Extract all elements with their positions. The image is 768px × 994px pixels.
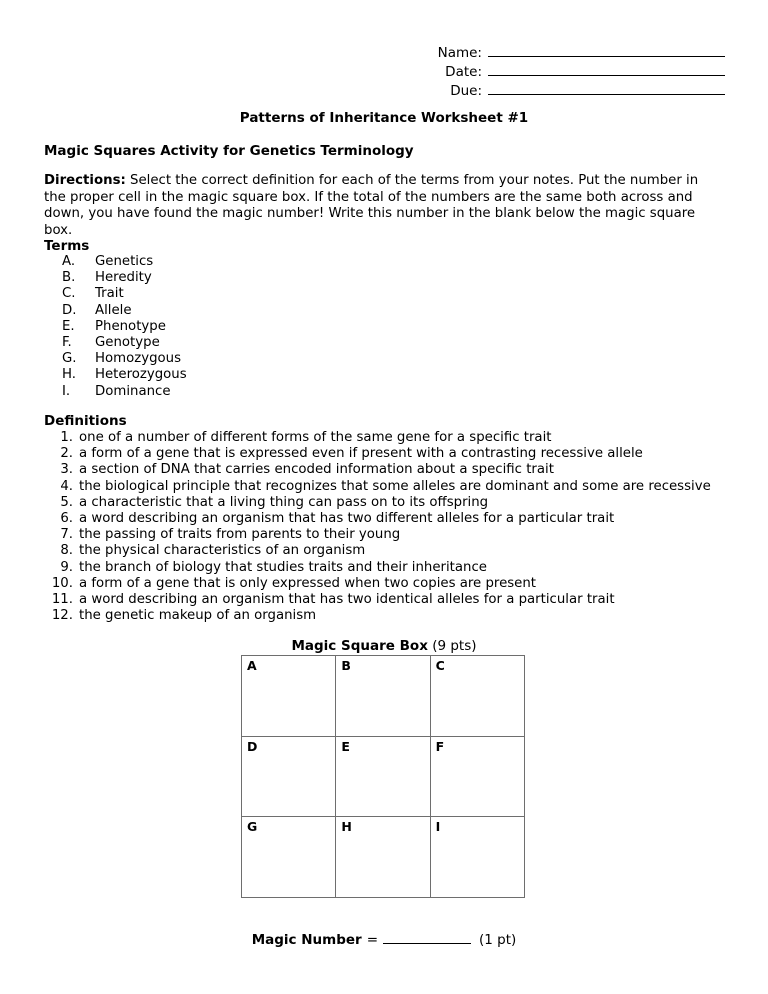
list-item xyxy=(44,303,187,319)
term-marker: H. xyxy=(62,367,76,383)
magic-number-row xyxy=(0,930,768,948)
list-item xyxy=(44,270,187,286)
magic-square-grid xyxy=(241,655,525,898)
terms-heading: Terms xyxy=(44,238,90,254)
definition-marker: 2. xyxy=(60,446,73,462)
term-text: Phenotype xyxy=(95,318,166,334)
definition-text: a characteristic that a living thing can pass on to its offspring xyxy=(79,494,489,510)
term-text: Heterozygous xyxy=(95,367,187,383)
list-item xyxy=(44,462,711,478)
date-field-blank[interactable] xyxy=(488,61,725,76)
definition-marker: 4. xyxy=(60,478,73,494)
list-item xyxy=(44,608,711,624)
name-field-label: Name: xyxy=(437,45,482,61)
header-fields xyxy=(430,42,725,99)
magic-cell-f[interactable] xyxy=(431,737,525,818)
cell-letter: G xyxy=(247,819,258,835)
due-field-row xyxy=(430,80,725,98)
magic-square-points: (9 pts) xyxy=(427,638,477,654)
definitions-heading: Definitions xyxy=(44,413,127,429)
list-item xyxy=(44,367,187,383)
list-item xyxy=(44,319,187,335)
definition-marker: 5. xyxy=(60,494,73,510)
definition-text: a section of DNA that carries encoded information about a specific trait xyxy=(79,462,554,478)
cell-letter: H xyxy=(341,819,352,835)
term-marker: E. xyxy=(62,318,75,334)
term-text: Dominance xyxy=(95,383,171,399)
directions-paragraph xyxy=(44,173,703,239)
magic-number-label: Magic Number xyxy=(251,932,362,948)
definition-text: a form of a gene that is only expressed when two copies are present xyxy=(79,575,537,591)
magic-cell-e[interactable] xyxy=(336,737,430,818)
definition-text: a word describing an organism that has two different alleles for a particular trait xyxy=(79,511,615,527)
cell-letter: C xyxy=(435,658,445,673)
cell-letter: B xyxy=(341,658,351,673)
magic-cell-c[interactable] xyxy=(431,656,525,737)
list-item xyxy=(44,479,711,495)
term-text: Homozygous xyxy=(95,351,182,367)
list-item xyxy=(44,511,711,527)
definition-marker: 3. xyxy=(60,462,73,478)
terms-list xyxy=(44,254,187,400)
definition-marker: 7. xyxy=(60,527,73,543)
definition-text: a form of a gene that is expressed even if present with a contrasting recessive allele xyxy=(79,446,643,462)
magic-number-equals: = xyxy=(366,932,379,948)
list-item xyxy=(44,351,187,367)
magic-cell-i[interactable] xyxy=(431,817,525,898)
term-marker: D. xyxy=(62,302,77,318)
definition-text: the biological principle that recognizes that some alleles are dominant and some are recessive xyxy=(79,478,711,494)
term-text: Trait xyxy=(95,286,124,302)
term-text: Allele xyxy=(95,302,132,318)
definition-marker: 8. xyxy=(60,543,73,559)
term-marker: F. xyxy=(62,335,72,351)
due-field-label: Due: xyxy=(450,83,482,99)
term-text: Genetics xyxy=(95,254,154,269)
term-marker: I. xyxy=(62,383,71,399)
definition-marker: 10. xyxy=(51,575,73,591)
name-field-blank[interactable] xyxy=(488,42,725,57)
magic-number-blank[interactable] xyxy=(383,930,471,944)
date-field-label: Date: xyxy=(445,64,482,80)
term-marker: B. xyxy=(62,270,76,286)
magic-square-title-text: Magic Square Box xyxy=(291,638,428,654)
term-text: Genotype xyxy=(95,335,160,351)
magic-cell-b[interactable] xyxy=(336,656,430,737)
definition-marker: 11. xyxy=(51,592,73,608)
definition-text: the physical characteristics of an organism xyxy=(79,543,366,559)
date-field-row xyxy=(430,61,725,79)
list-item xyxy=(44,430,711,446)
name-field-row xyxy=(430,42,725,60)
activity-subtitle: Magic Squares Activity for Genetics Terminology xyxy=(44,143,414,159)
cell-letter: D xyxy=(247,738,258,754)
cell-letter: F xyxy=(435,738,445,754)
list-item xyxy=(44,254,187,270)
magic-cell-a[interactable] xyxy=(242,656,336,737)
term-marker: C. xyxy=(62,286,76,302)
term-marker: A. xyxy=(62,254,76,269)
list-item xyxy=(44,286,187,302)
magic-cell-h[interactable] xyxy=(336,817,430,898)
list-item xyxy=(44,560,711,576)
definition-text: one of a number of different forms of the same gene for a specific trait xyxy=(79,430,552,445)
list-item xyxy=(44,446,711,462)
list-item xyxy=(44,592,711,608)
definition-text: the genetic makeup of an organism xyxy=(79,608,317,624)
term-text: Heredity xyxy=(95,270,152,286)
page-title: Patterns of Inheritance Worksheet #1 xyxy=(239,110,529,126)
magic-number-points: (1 pt) xyxy=(479,932,517,948)
magic-cell-d[interactable] xyxy=(242,737,336,818)
list-item xyxy=(44,527,711,543)
definitions-list xyxy=(44,430,711,624)
directions-text: Select the correct definition for each of the terms from your notes. Put the number in the proper cell in the magic square box. If the total of the numbers are the same both across and down, you have found the magic number! Write this number in the blank below the magic square box. xyxy=(44,173,703,238)
definition-text: the passing of traits from parents to their young xyxy=(79,527,401,543)
definition-marker: 9. xyxy=(60,559,73,575)
cell-letter: A xyxy=(247,658,257,673)
magic-square-title xyxy=(0,638,768,654)
list-item xyxy=(44,576,711,592)
term-marker: G. xyxy=(62,351,77,367)
definition-marker: 6. xyxy=(60,511,73,527)
directions-label: Directions: xyxy=(44,173,126,188)
cell-letter: E xyxy=(341,738,350,754)
due-field-blank[interactable] xyxy=(488,80,725,95)
definition-marker: 12. xyxy=(51,608,73,624)
definition-marker: 1. xyxy=(60,430,73,445)
list-item xyxy=(44,384,187,400)
list-item xyxy=(44,495,711,511)
cell-letter: I xyxy=(435,819,441,835)
definition-text: the branch of biology that studies traits and their inheritance xyxy=(79,559,487,575)
list-item xyxy=(44,335,187,351)
definition-text: a word describing an organism that has two identical alleles for a particular trait xyxy=(79,592,615,608)
list-item xyxy=(44,543,711,559)
magic-cell-g[interactable] xyxy=(242,817,336,898)
